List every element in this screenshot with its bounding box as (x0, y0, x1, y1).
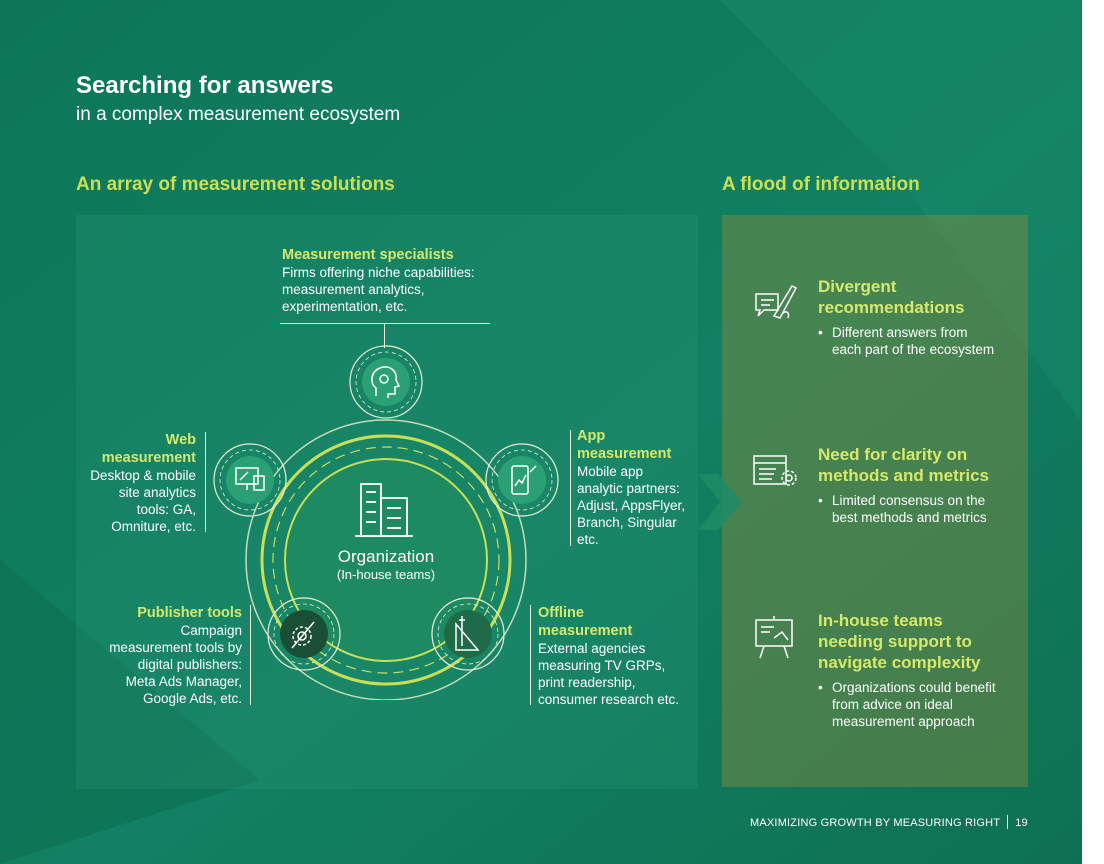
label-app: App measurement Mobile app analytic partners: Adjust, AppsFlyer, Branch, Singular etc. (577, 428, 686, 547)
connector-specialists (280, 323, 490, 324)
info-item-divergent: Divergent recommendations • Different answers from each part of the ecosystem (818, 276, 1018, 358)
label-publisher: Publisher tools Campaign measurement tools by digital publishers: Meta Ads Manager, Google Ads, etc. (109, 605, 242, 706)
left-section-heading: An array of measurement solutions (76, 174, 395, 195)
connector-web (205, 432, 206, 532)
label-specialists: Measurement specialists Firms offering niche capabilities: measurement analytics, experimentation, etc. (282, 246, 512, 315)
center-title: Organization (337, 547, 435, 566)
center-subtitle: (In-house teams) (336, 567, 436, 582)
connector-app (570, 430, 571, 546)
presentation-board-icon (752, 614, 800, 660)
info-bullet: • Limited consensus on the best methods and metrics (818, 492, 1018, 526)
page-subtitle: in a complex measurement ecosystem (76, 104, 401, 125)
label-web: Web measurement Desktop & mobile site analytics tools: GA, Omniture, etc. (90, 432, 196, 534)
specialists-heading: Measurement specialists (282, 247, 454, 263)
page-number: 19 (1015, 817, 1028, 829)
info-item-clarity: Need for clarity on methods and metrics • Limited consensus on the best methods and metrics (818, 444, 1018, 526)
connector-specialists-drop (384, 323, 385, 348)
label-offline: Offline measurement External agencies measuring TV GRPs, print readership, consumer research etc. (538, 605, 680, 707)
writing-hand-icon (752, 280, 798, 324)
footer-divider (1007, 815, 1008, 829)
page-title: Searching for answers (76, 72, 334, 99)
page-footer (750, 815, 1028, 829)
footer-text: MAXIMIZING GROWTH BY MEASURING RIGHT (750, 817, 1001, 829)
flow-arrow (696, 474, 744, 530)
connector-publisher (250, 605, 251, 705)
info-bullet: • Organizations could benefit from advice on ideal measurement approach (818, 679, 1018, 730)
browser-gear-icon (752, 452, 800, 492)
ecosystem-diagram (200, 320, 580, 700)
node-app (486, 444, 558, 516)
info-bullet: • Different answers from each part of the ecosystem (818, 324, 1018, 358)
node-web (214, 444, 286, 516)
info-item-inhouse: In-house teams needing support to navigate complexity • Organizations could benefit from advice on ideal measurement approach (818, 610, 1018, 730)
node-specialists (350, 346, 422, 418)
connector-offline (530, 605, 531, 705)
right-section-heading: A flood of information (722, 174, 920, 195)
